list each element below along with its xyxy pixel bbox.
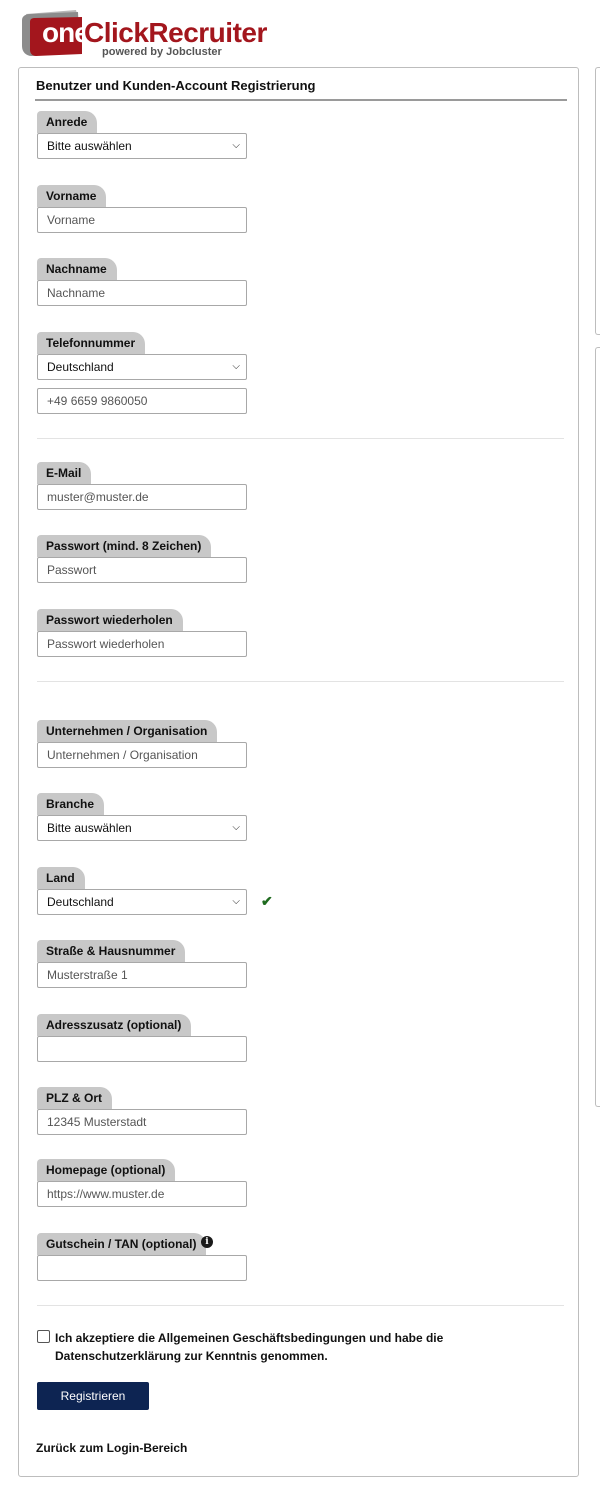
street-field <box>37 940 247 988</box>
company-field <box>37 720 247 768</box>
industry-label: Branche <box>37 793 104 815</box>
email-label: E-Mail <box>37 462 91 484</box>
password-repeat-input[interactable] <box>37 631 247 657</box>
chevron-down-icon: ⌵ <box>232 140 240 151</box>
company-label: Unternehmen / Organisation <box>37 720 217 742</box>
nachname-field <box>37 258 247 306</box>
chevron-down-icon: ⌵ <box>232 361 240 372</box>
password-repeat-field <box>37 609 247 657</box>
address-extra-field <box>37 1014 247 1062</box>
agb-checkbox[interactable] <box>37 1330 50 1343</box>
telefon-country-select[interactable] <box>37 354 247 380</box>
voucher-input[interactable] <box>37 1255 247 1281</box>
country-select[interactable] <box>37 889 247 915</box>
side-panel-top <box>595 67 600 335</box>
company-input[interactable] <box>37 742 247 768</box>
email-input[interactable] <box>37 484 247 510</box>
anrede-label: Anrede <box>37 111 97 133</box>
street-label: Straße & Hausnummer <box>37 940 185 962</box>
section-divider <box>37 1305 564 1306</box>
address-extra-label: Adresszusatz (optional) <box>37 1014 191 1036</box>
password-repeat-label: Passwort wiederholen <box>37 609 183 631</box>
telefon-label: Telefonnummer <box>37 332 145 354</box>
side-panel-bottom <box>595 347 600 1107</box>
email-field <box>37 462 247 510</box>
vorname-label: Vorname <box>37 185 106 207</box>
agb-label: Ich akzeptiere die Allgemeinen Geschäftsbedingungen und habe die Datenschutzerklärung zur Kenntnis genommen. <box>55 1331 444 1363</box>
chevron-down-icon: ⌵ <box>232 822 240 833</box>
industry-field <box>37 793 247 841</box>
industry-select[interactable] <box>37 815 247 841</box>
country-selected-value: Deutschland <box>47 895 114 909</box>
voucher-label: Gutschein / TAN (optional) <box>37 1233 206 1255</box>
homepage-input[interactable] <box>37 1181 247 1207</box>
vorname-field <box>37 185 247 233</box>
zip-city-input[interactable] <box>37 1109 247 1135</box>
homepage-field <box>37 1159 247 1207</box>
section-divider <box>37 681 564 682</box>
country-field <box>37 867 247 915</box>
nachname-label: Nachname <box>37 258 117 280</box>
homepage-label: Homepage (optional) <box>37 1159 175 1181</box>
logo-text-one: one <box>42 17 89 48</box>
telefon-field <box>37 332 247 414</box>
section-divider <box>37 438 564 439</box>
telefon-country-value: Deutschland <box>47 360 114 374</box>
title-divider <box>35 99 567 101</box>
password-label: Passwort (mind. 8 Zeichen) <box>37 535 211 557</box>
logo-text-clickrecruiter: ClickRecruiter <box>84 17 267 48</box>
anrede-field <box>37 111 247 159</box>
password-field <box>37 535 247 583</box>
street-input[interactable] <box>37 962 247 988</box>
info-icon[interactable]: i <box>201 1236 213 1248</box>
industry-selected-value: Bitte auswählen <box>47 821 132 835</box>
logo[interactable] <box>18 8 278 60</box>
register-button[interactable]: Registrieren <box>37 1382 149 1410</box>
registration-card <box>18 67 579 1477</box>
logo-tagline: powered by Jobcluster <box>102 46 222 58</box>
zip-city-label: PLZ & Ort <box>37 1087 112 1109</box>
password-input[interactable] <box>37 557 247 583</box>
back-to-login-link[interactable]: Zurück zum Login-Bereich <box>36 1441 188 1455</box>
check-icon: ✔ <box>261 893 273 909</box>
zip-city-field <box>37 1087 247 1135</box>
vorname-input[interactable] <box>37 207 247 233</box>
page-title: Benutzer und Kunden-Account Registrierung <box>36 78 316 93</box>
anrede-select[interactable] <box>37 133 247 159</box>
voucher-field <box>37 1233 247 1281</box>
chevron-down-icon: ⌵ <box>232 896 240 907</box>
country-label: Land <box>37 867 85 889</box>
telefon-input[interactable] <box>37 388 247 414</box>
address-extra-input[interactable] <box>37 1036 247 1062</box>
anrede-selected-value: Bitte auswählen <box>47 139 132 153</box>
nachname-input[interactable] <box>37 280 247 306</box>
